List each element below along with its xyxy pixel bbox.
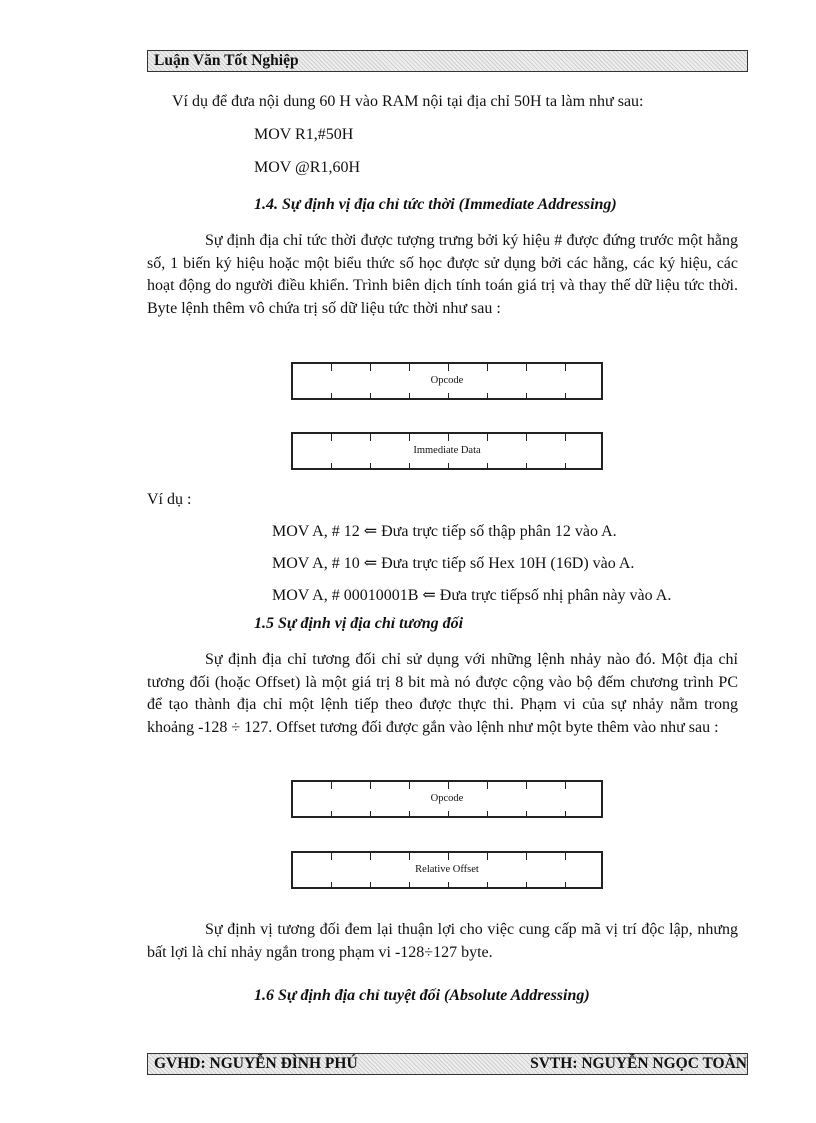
relative-offset-label: Relative Offset <box>415 864 479 875</box>
relative-offset-box <box>291 851 603 889</box>
example-2: MOV A, # 10 ⇐ Đưa trực tiếp số Hex 10H (16D) vào A. <box>272 555 635 572</box>
page-footer <box>147 1053 748 1075</box>
example-label: Ví dụ : <box>147 491 192 508</box>
opcode-box-1 <box>291 362 603 400</box>
footer-student: SVTH: NGUYỄN NGỌC TOÀN <box>530 1055 747 1072</box>
footer-advisor: GVHD: NGUYỄN ĐÌNH PHÚ <box>154 1055 358 1072</box>
code-line-2: MOV @R1,60H <box>254 159 361 176</box>
section-1-6-heading: 1.6 Sự định địa chỉ tuyệt đối (Absolute Addressing) <box>254 987 590 1004</box>
section-1-5-paragraph: Sự định địa chỉ tương đối chỉ sử dụng với những lệnh nhảy nào đó. Một địa chỉ tương đối (hoặc Offset) là một giá trị 8 bit mà nó được cộng vào bộ đếm chương trình PC để tạo thành địa chỉ một lệnh tiếp theo được thực thi. Phạm vi của sự nhảy nằm trong khoảng -128 ÷ 127. Offset tương đối được gắn vào lệnh như một byte thêm vào như sau : <box>147 651 738 736</box>
section-1-4-heading: 1.4. Sự định vị địa chỉ tức thời (Immediate Addressing) <box>254 196 617 213</box>
example-3: MOV A, # 00010001B ⇐ Đưa trực tiếpsố nhị phân này vào A. <box>272 587 672 604</box>
intro-text: Ví dụ để đưa nội dung 60 H vào RAM nội tại địa chỉ 50H ta làm như sau: <box>172 93 644 110</box>
section-1-5-heading: 1.5 Sự định vị địa chỉ tương đối <box>254 615 464 632</box>
opcode-label-2: Opcode <box>430 793 464 804</box>
code-line-1: MOV R1,#50H <box>254 126 354 143</box>
opcode-label-1: Opcode <box>430 375 464 386</box>
page-header <box>147 50 748 72</box>
immediate-data-box <box>291 432 603 470</box>
immediate-data-label: Immediate Data <box>413 445 481 456</box>
section-1-4-paragraph: Sự định địa chỉ tức thời được tượng trưng bởi ký hiệu # được đứng trước một hằng số, 1 biến ký hiệu hoặc một biểu thức số học được sử dụng bởi các hằng, các ký hiệu, các hoạt động do người điều khiển. Trình biên dịch tính toán giá trị và thay thế dữ liệu tức thời. Byte lệnh thêm vô chứa trị số dữ liệu tức thời như sau : <box>147 232 738 317</box>
opcode-box-2 <box>291 780 603 818</box>
section-1-5-paragraph-2: Sự định vị tương đối đem lại thuận lợi cho việc cung cấp mã vị trí độc lập, nhưng bất lợi là chỉ nhảy ngắn trong phạm vi -128÷127 byte. <box>147 921 738 961</box>
example-1: MOV A, # 12 ⇐ Đưa trực tiếp số thập phân 12 vào A. <box>272 523 617 540</box>
header-title: Luận Văn Tốt Nghiệp <box>154 52 299 69</box>
